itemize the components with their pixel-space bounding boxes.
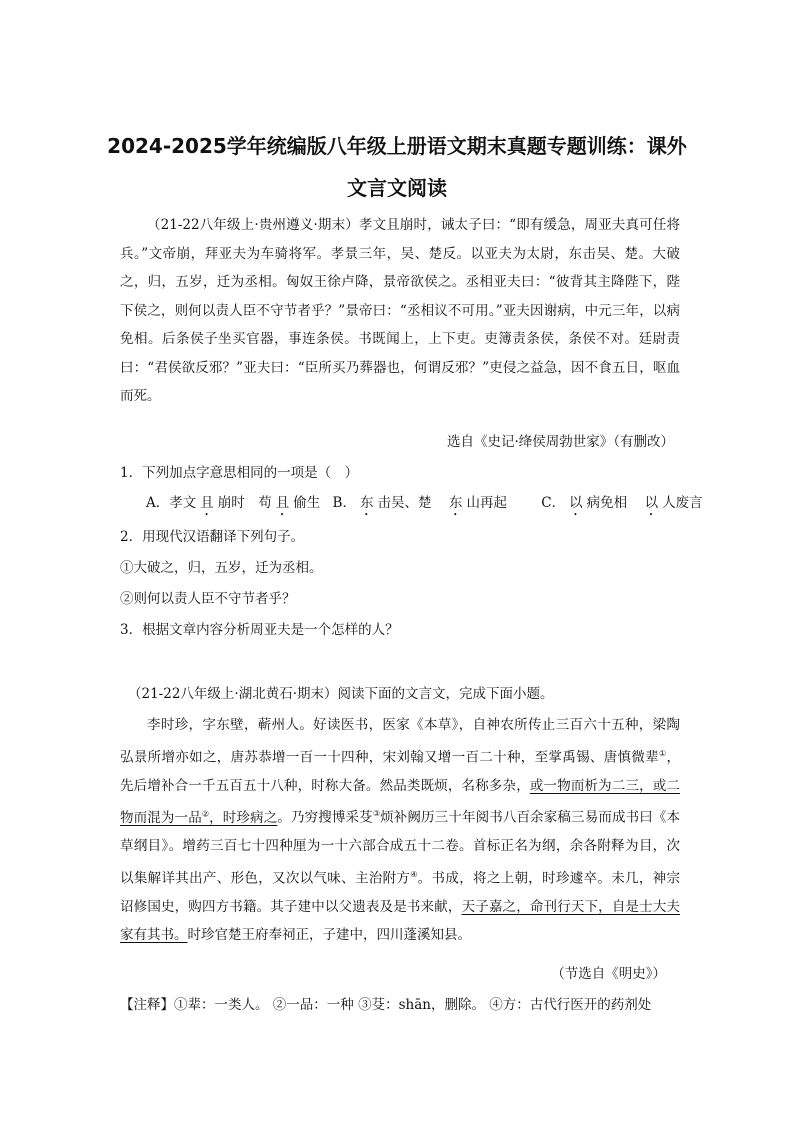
question-2-sentence-1: ①大破之，归，五岁，迁为丞相。	[120, 560, 323, 576]
option-a: A．孝文 且 崩时 苟 且 偷生	[146, 495, 321, 511]
passage-1-source: 选自《史记·绛侯周勃世家》（有删改）	[446, 434, 674, 450]
underlined-sentence-2: 天子嘉之，命刊行天下，自是士大夫家有其书。	[120, 898, 680, 943]
underlined-sentence-1: 或一物而析为二三，或二物而混为一品②，时珍病之	[120, 777, 680, 826]
passage-2: 李时珍，字东壁，蕲州人。好读医书，医家《本草》，自神农所传止三百六十五种，梁陶弘景所增亦如之，唐苏恭增一百一十四种，宋刘翰又增一百二十种，至掌禹锡、唐慎微辈①，先后增补合一千五百五十八种，时称大备。然品类既烦，名称多杂，或一物而析为二三，或二物而混为一品②，时珍病之。乃穷搜博采芟③烦补阙历三十年阅书八百余家稿三易而成书曰《本草纲目》。增药三百七十四种厘为一十六部合成五十二卷。首标正名为纲，余各附释为目，次以集解详其出产、形色，又次以气味、主治附方④。书成，将之上朝，时珍遽卒。未几，神宗诏修国史，购四方书籍。其子建中以父遗表及是书来献，天子嘉之，命刊行天下，自是士大夫家有其书。时珍官楚王府奉祠正，子建中，四川蓬溪知县。	[120, 717, 681, 943]
question-2-sentence-2: ②则何以责人臣不守节者乎？	[120, 591, 296, 607]
annotation-note: 【注释】①辈：一类人。 ②一品：一种 ③芟：shān，删除。 ④方：古代行医开的药剂处	[120, 997, 652, 1013]
question-1: 1．下列加点字意思相同的一项是（ ）	[120, 465, 359, 481]
question-3: 3．根据文章内容分析周亚夫是一个怎样的人？	[120, 622, 399, 638]
document-title-continued: 文言文阅读	[347, 176, 447, 200]
question-1-options	[146, 493, 711, 519]
option-b: B． 东 击吴、楚 东 山再起	[332, 495, 507, 511]
passage-2-intro: （21-22八年级上·湖北黄石·期末）阅读下面的文言文，完成下面小题。	[128, 686, 554, 702]
question-2: 2．用现代汉语翻译下列句子。	[120, 529, 305, 545]
passage-2-source: （节选自《明史》）	[551, 966, 666, 982]
document-title: 2024-2025学年统编版八年级上册语文期末真题专题训练：课外	[107, 134, 687, 158]
passage-1: （21-22八年级上·贵州遵义·期末）孝文且崩时，诫太子曰：“即有缓急，周亚夫真可任将兵。”文帝崩，拜亚夫为车骑将军。孝景三年，吴、楚反。以亚夫为太尉，东击吴、楚。大破之，归，五岁，迁为丞相。匈奴王徐卢降，景帝欲侯之。丞相亚夫曰：“彼背其主降陛下，陛下侯之，则何以责人臣不守节者乎？”景帝曰：“丞相议不可用。”亚夫因谢病，中元三年，以病免相。后条侯子坐买官器，事连条侯。书既闻上，上下吏。吏簿责条侯，条侯不对。廷尉责曰：“君侯欲反邪？”亚夫曰：“臣所买乃葬器也，何谓反邪？”吏侵之益急，因不食五日，呕血而死。	[120, 217, 680, 404]
option-c: C． 以 病免相 以 人废言	[541, 495, 703, 511]
